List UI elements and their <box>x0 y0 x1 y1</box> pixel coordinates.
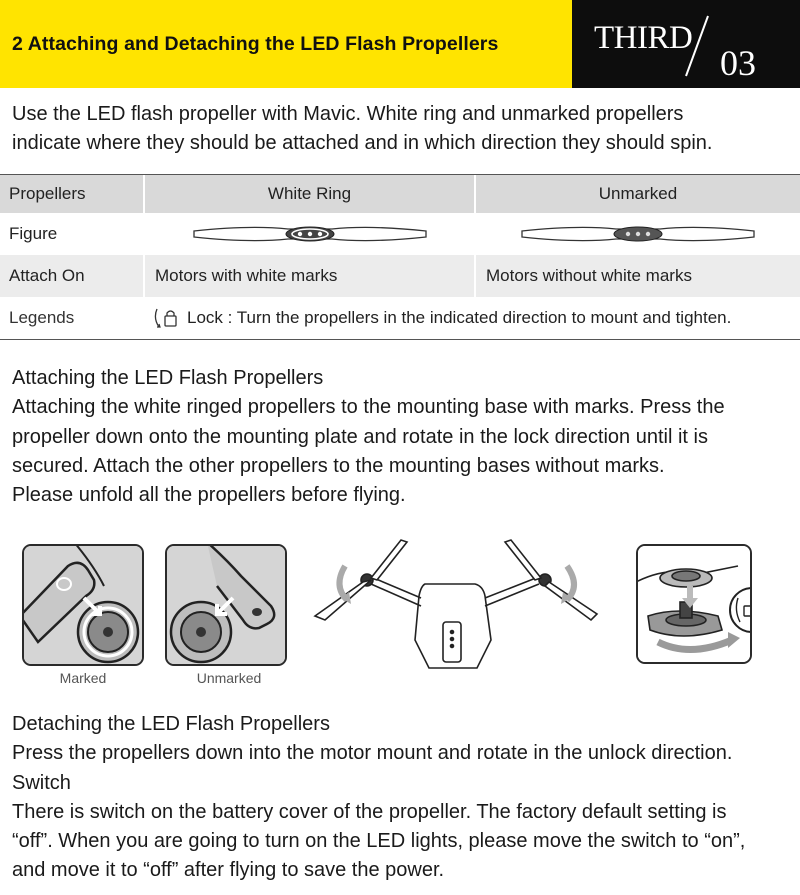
figure-white-ring <box>143 213 476 255</box>
mounting-diagram-image <box>636 544 752 664</box>
intro-line: Use the LED flash propeller with Mavic. White ring and unmarked propellers <box>12 103 684 125</box>
header-cell-unmarked: Unmarked <box>598 184 678 203</box>
table-row-figure <box>0 213 800 255</box>
unmarked-propeller-icon <box>518 221 758 247</box>
marked-motor-illustration <box>24 546 142 664</box>
propeller-table <box>0 174 800 340</box>
legend-cell <box>143 297 800 339</box>
mounting-illustration <box>638 546 750 662</box>
title-banner <box>0 0 572 88</box>
attaching-line: propeller down onto the mounting plate and rotate in the lock direction until it is <box>12 425 708 448</box>
slash-divider-icon <box>682 14 712 78</box>
table-header-row <box>0 175 800 213</box>
page-header <box>0 0 800 88</box>
attach-white-ring: Motors with white marks <box>143 255 476 297</box>
intro-line: indicate where they should be attached and in which direction they should spin. <box>12 132 713 154</box>
figure-unmarked <box>476 213 800 255</box>
attaching-line: Please unfold all the propellers before flying. <box>12 484 406 507</box>
badge-word: THIRD <box>594 20 693 56</box>
caption-unmarked: Unmarked <box>196 670 262 686</box>
row-label-legends: Legends <box>9 308 75 327</box>
attaching-section <box>12 364 794 510</box>
marked-motor-image <box>22 544 144 666</box>
chapter-badge <box>572 0 800 88</box>
table-row-legends <box>0 297 800 339</box>
header-cell-propellers: Propellers <box>9 184 86 203</box>
intro-text <box>12 100 792 158</box>
row-label-attach-on: Attach On <box>9 266 85 285</box>
detaching-section <box>12 710 794 886</box>
white-ring-propeller-icon <box>190 221 430 247</box>
unmarked-motor-illustration <box>167 546 285 664</box>
detaching-line: Press the propellers down into the motor mount and rotate in the unlock direction. <box>12 742 733 765</box>
table-row-attach-on <box>0 255 800 297</box>
detaching-title: Detaching the LED Flash Propellers <box>12 713 330 735</box>
drone-diagram <box>305 536 605 676</box>
switch-line: There is switch on the battery cover of the propeller. The factory default setting is <box>12 800 727 823</box>
section-title: 2 Attaching and Detaching the LED Flash Propellers <box>12 32 499 55</box>
switch-line: and move it to “off” after flying to save the power. <box>12 859 445 882</box>
unmarked-motor-image <box>165 544 287 666</box>
attaching-title: Attaching the LED Flash Propellers <box>12 367 324 389</box>
caption-marked: Marked <box>59 670 107 686</box>
header-cell-white-ring: White Ring <box>143 175 476 213</box>
attaching-line: secured. Attach the other propellers to the mounting bases without marks. <box>12 454 665 477</box>
row-label-figure: Figure <box>9 224 58 243</box>
switch-line: “off”. When you are going to turn on the LED lights, please move the switch to “on”, <box>12 830 746 853</box>
attach-unmarked: Motors without white marks <box>486 266 692 285</box>
switch-title: Switch <box>12 771 71 794</box>
lock-icon <box>153 306 181 330</box>
illustration-strip <box>0 536 800 696</box>
attaching-line: Attaching the white ringed propellers to the mounting base with marks. Press the <box>12 396 725 419</box>
legend-text: Lock : Turn the propellers in the indicated direction to mount and tighten. <box>187 308 732 327</box>
badge-number: 03 <box>720 43 756 83</box>
